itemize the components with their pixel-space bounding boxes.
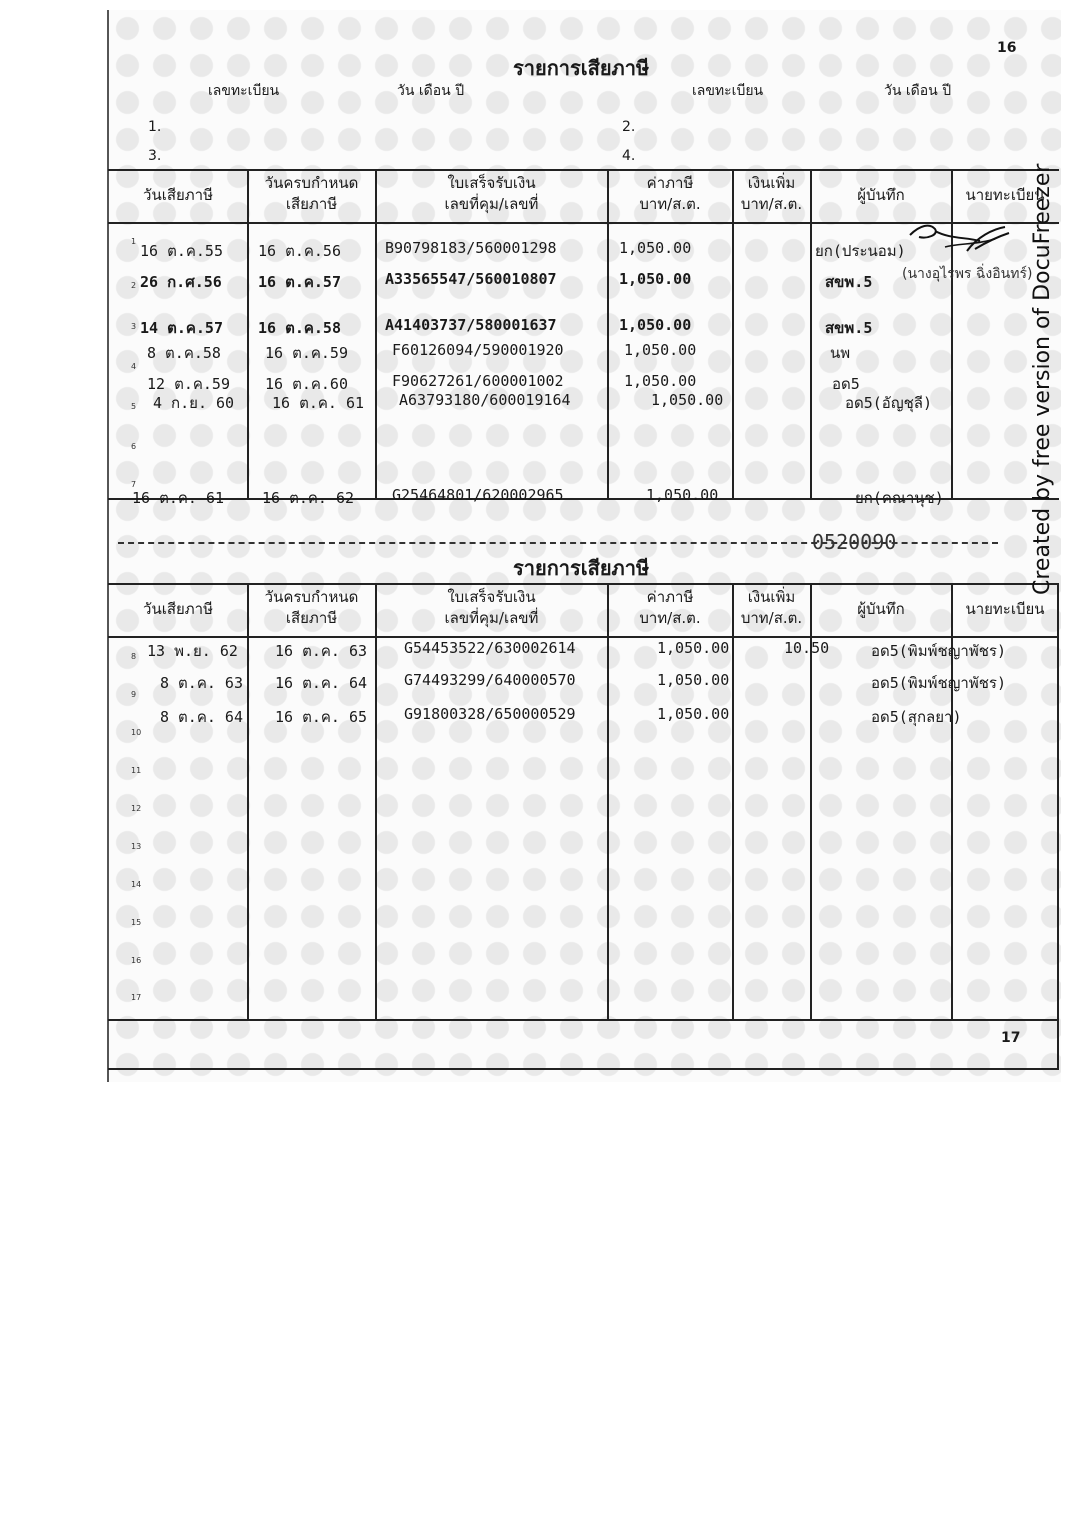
top-col-divider: [732, 169, 734, 499]
page-number-bottom: 17: [1001, 1030, 1021, 1046]
bottom-table-header-divider: [108, 636, 1059, 638]
bottom-col-divider: [607, 583, 609, 1020]
top-col-divider: [247, 169, 249, 499]
top-col-divider: [607, 169, 609, 499]
row-number: 16: [131, 956, 142, 965]
reg-label-left: เลขทะเบียน: [208, 83, 280, 99]
row-number: 12: [131, 804, 142, 813]
row-number: 9: [131, 690, 137, 699]
cell-due: 16 ต.ค. 65: [275, 708, 368, 726]
cell-recorder: อด5: [832, 375, 860, 393]
cell-receipt: A63793180/600019164: [399, 391, 571, 409]
row-number: 4: [131, 362, 137, 371]
cell-receipt: G54453522/630002614: [404, 639, 576, 657]
col-header-tax: ค่าภาษี บาท/ส.ต.: [639, 174, 701, 213]
cell-due: 16 ต.ค. 64: [275, 674, 368, 692]
row-number: 3: [131, 322, 137, 331]
col-header-due-date: วันครบกำหนด เสียภาษี: [264, 174, 359, 213]
col-header-due-date: วันครบกำหนด เสียภาษี: [264, 588, 359, 627]
row-number: 5: [131, 402, 137, 411]
cell-tax: 1,050.00: [657, 639, 730, 657]
document-sheet: [107, 10, 1061, 1082]
row-number: 13: [131, 842, 142, 851]
row-number: 8: [131, 652, 137, 661]
cell-recorder: สขพ.5: [825, 273, 873, 291]
row-number: 1: [131, 237, 137, 246]
registrar-note: (นางอุไรพร ฉิ่งอินทร์): [902, 266, 1033, 282]
bottom-right-border: [1057, 583, 1059, 1069]
cell-recorder: อด5(พิมพ์ชญาพัชร): [871, 674, 1007, 692]
cell-due: 16 ต.ค. 63: [275, 642, 368, 660]
cell-receipt: B90798183/560001298: [385, 239, 557, 257]
col-header-paid-date: วันเสียภาษี: [143, 600, 213, 618]
cell-due: 16 ต.ค.60: [265, 375, 348, 393]
col-header-extra: เงินเพิ่ม บาท/ส.ต.: [740, 174, 803, 213]
reg-label-right: เลขทะเบียน: [692, 83, 764, 99]
cell-due: 16 ต.ค.57: [258, 273, 341, 291]
cell-extra: 10.50: [784, 639, 830, 657]
cell-receipt: F90627261/600001002: [392, 372, 564, 390]
row-number: 15: [131, 918, 142, 927]
cell-tax: 1,050.00: [619, 239, 692, 257]
cell-recorder: สขพ.5: [825, 319, 873, 337]
date-label-right: วัน เดือน ปี: [884, 83, 952, 99]
cell-tax: 1,050.00: [651, 391, 724, 409]
cell-recorder: ยก(ประนอม): [815, 242, 906, 260]
cell-tax: 1,050.00: [619, 270, 692, 288]
top-col-divider: [375, 169, 377, 499]
col-header-extra: เงินเพิ่ม บาท/ส.ต.: [740, 588, 803, 627]
cell-tax: 1,050.00: [657, 705, 730, 723]
cell-tax: 1,050.00: [624, 341, 697, 359]
watermark-text: Created by free version of DocuFreezer: [1030, 163, 1055, 595]
cell-paid: 8 ต.ค.58: [147, 344, 221, 362]
bottom-col-divider: [375, 583, 377, 1020]
cell-due: 16 ต.ค.56: [258, 242, 341, 260]
cell-tax: 1,050.00: [657, 671, 730, 689]
cell-recorder: อด5(พิมพ์ชญาพัชร): [871, 642, 1007, 660]
row-number: 14: [131, 880, 142, 889]
cell-receipt: A41403737/580001637: [385, 316, 557, 334]
cell-paid: 12 ต.ค.59: [147, 375, 230, 393]
cell-due: 16 ต.ค. 61: [272, 394, 365, 412]
cell-tax: 1,050.00: [619, 316, 692, 334]
col-header-receipt: ใบเสร็จรับเงิน เลขที่คุม/เลขที่: [444, 174, 539, 213]
date-label-left: วัน เดือน ปี: [397, 83, 465, 99]
section-title-bottom: รายการเสียภาษี: [513, 556, 650, 580]
col-header-paid-date: วันเสียภาษี: [143, 186, 213, 204]
cell-recorder: อด5(สุกลยา): [871, 708, 962, 726]
cell-paid: 4 ก.ย. 60: [153, 394, 235, 412]
cell-paid: 8 ต.ค. 63: [160, 674, 243, 692]
stamp-number: 0520090: [812, 530, 897, 554]
row-number: 17: [131, 993, 142, 1002]
item-4: 4.: [622, 148, 636, 164]
cell-tax: 1,050.00: [624, 372, 697, 390]
top-col-divider: [810, 169, 812, 499]
section-title-top: รายการเสียภาษี: [513, 56, 650, 80]
bottom-table-border-bottom: [108, 1019, 1059, 1021]
page-bottom-border: [108, 1068, 1059, 1070]
col-header-recorder: ผู้บันทึก: [857, 600, 905, 618]
bottom-col-divider: [247, 583, 249, 1020]
signature: [905, 217, 1015, 262]
col-header-registrar: นายทะเบียน: [965, 186, 1045, 204]
cell-paid: 26 ก.ศ.56: [140, 273, 222, 291]
cell-paid: 13 พ.ย. 62: [147, 642, 238, 660]
cell-paid: 8 ต.ค. 64: [160, 708, 243, 726]
cell-paid: 16 ต.ค.55: [140, 242, 223, 260]
cell-receipt: G91800328/650000529: [404, 705, 576, 723]
cell-receipt: A33565547/560010807: [385, 270, 557, 288]
col-header-recorder: ผู้บันทึก: [857, 186, 905, 204]
row-number: 2: [131, 281, 137, 290]
item-3: 3.: [148, 148, 162, 164]
item-2: 2.: [622, 119, 636, 135]
row-number: 11: [131, 766, 142, 775]
cell-paid: 14 ต.ค.57: [140, 319, 223, 337]
cell-due: 16 ต.ค.59: [265, 344, 348, 362]
cell-paid: 16 ต.ค. 61: [132, 489, 225, 507]
row-number: 7: [131, 480, 137, 489]
cell-due: 16 ต.ค. 62: [262, 489, 355, 507]
cell-receipt: G74493299/640000570: [404, 671, 576, 689]
cell-recorder: ยก(คณานุช): [855, 489, 944, 507]
page-number-top: 16: [997, 40, 1017, 56]
col-header-tax: ค่าภาษี บาท/ส.ต.: [639, 588, 701, 627]
cell-recorder: อด5(อัญชุลี): [845, 394, 933, 412]
cell-receipt: F60126094/590001920: [392, 341, 564, 359]
cell-due: 16 ต.ค.58: [258, 319, 341, 337]
bottom-table-border-top: [108, 583, 1059, 585]
bottom-col-divider: [732, 583, 734, 1020]
col-header-registrar: นายทะเบียน: [965, 600, 1045, 618]
row-number: 10: [131, 728, 142, 737]
cell-receipt: G25464801/620002965: [392, 486, 564, 504]
cell-tax: 1,050.00: [646, 486, 719, 504]
row-number: 6: [131, 442, 137, 451]
cell-recorder: นพ: [830, 344, 851, 362]
item-1: 1.: [148, 119, 162, 135]
top-table-border-top: [108, 169, 1059, 171]
col-header-receipt: ใบเสร็จรับเงิน เลขที่คุม/เลขที่: [444, 588, 539, 627]
